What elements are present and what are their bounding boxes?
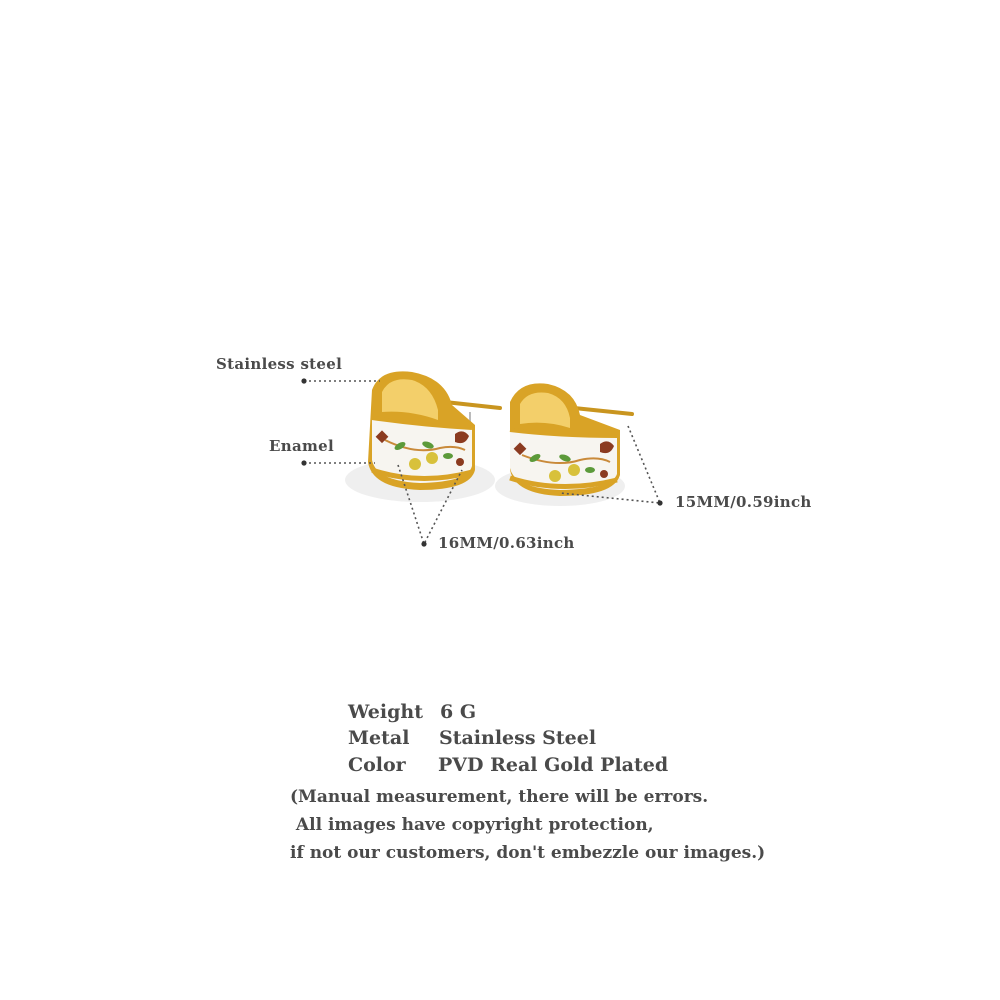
stainless-steel-label: Stainless steel — [216, 355, 343, 373]
disclaimer-line-1: (Manual measurement, there will be errors. — [290, 787, 709, 807]
width-measurement-label: 15MM/0.59inch — [675, 493, 812, 511]
spec-key: Weight — [348, 701, 423, 723]
spec-value: 6 G — [440, 701, 477, 723]
spec-key: Color — [348, 754, 406, 776]
spec-key: Metal — [348, 727, 410, 749]
spec-value: PVD Real Gold Plated — [438, 754, 669, 776]
disclaimer-line-3: if not our customers, don't embezzle our images.) — [290, 843, 766, 863]
earring-right — [510, 383, 632, 496]
enamel-label: Enamel — [269, 437, 334, 455]
disclaimer-line-2: All images have copyright protection, — [290, 815, 654, 835]
spec-value: Stainless Steel — [439, 727, 597, 749]
height-measurement-label: 16MM/0.63inch — [438, 534, 575, 552]
